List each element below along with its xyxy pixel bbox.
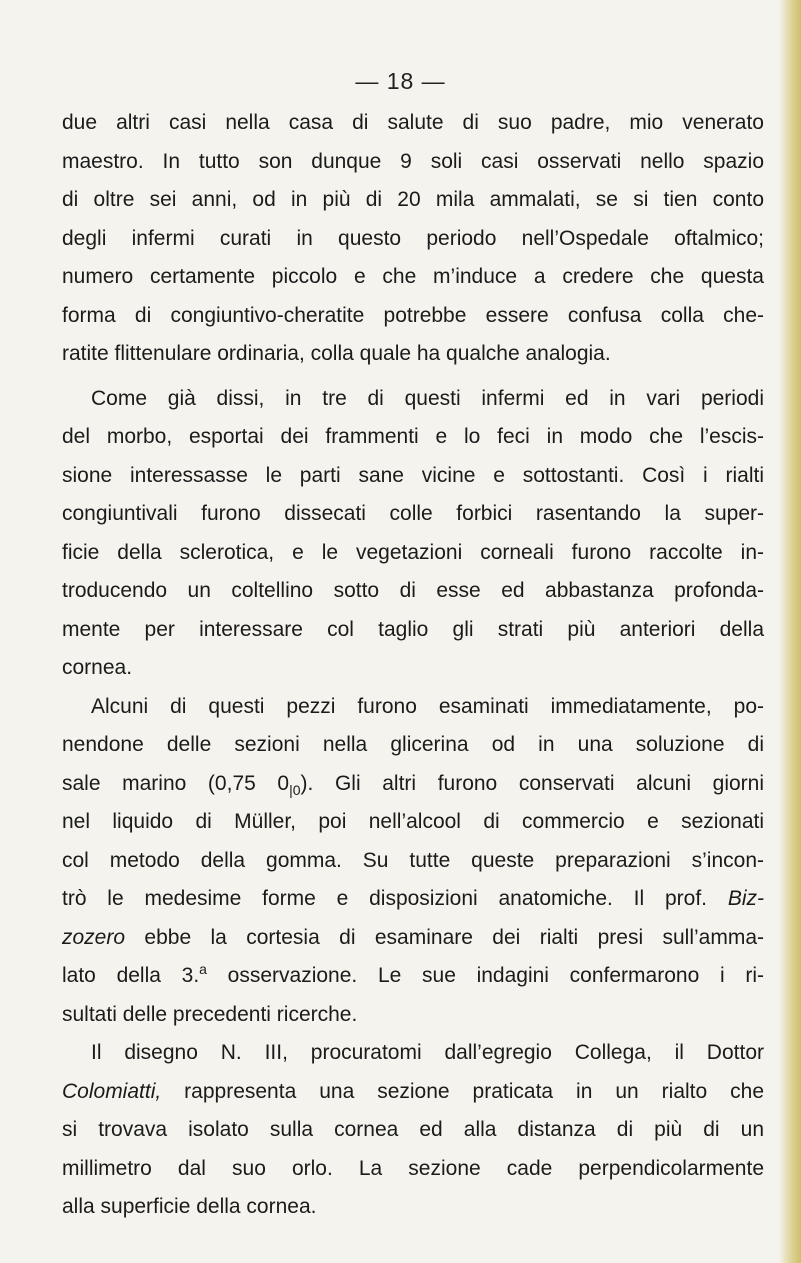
text-line: mente per interessare col taglio gli strati più anteriori della xyxy=(62,617,764,641)
text-fragment: sale marino (0,75 0 xyxy=(62,771,290,795)
body-text xyxy=(62,104,764,1227)
text-line: alla superficie della cornea. xyxy=(62,1195,317,1218)
text-fragment: trò le medesime forme e disposizioni anatomiche. Il prof. xyxy=(62,887,707,910)
text-line xyxy=(62,957,764,996)
text-line xyxy=(62,880,764,919)
text-line: di oltre sei anni, od in più di 20 mila ammalati, se si tien conto xyxy=(62,188,764,211)
page-edge-shading xyxy=(779,0,801,1263)
text-line: maestro. In tutto son dunque 9 soli casi osservati nello spazio xyxy=(62,149,764,173)
text-line: troducendo un coltellino sotto di esse ed abbastanza profonda- xyxy=(62,579,764,602)
text-line: Come già dissi, in tre di questi infermi ed in vari periodi xyxy=(91,386,764,410)
text-fragment: rappresenta una sezione praticata in un rialto che xyxy=(184,1079,764,1103)
text-line: Il disegno N. III, procuratomi dall’egregio Collega, il Dottor xyxy=(91,1041,764,1064)
text-line: numero certamente piccolo e che m’induce a credere che questa xyxy=(62,265,764,288)
text-line: millimetro dal suo orlo. La sezione cade perpendicolarmente xyxy=(62,1156,764,1180)
text-line: degli infermi curati in questo periodo nell’Ospedale oftalmico; xyxy=(62,226,764,250)
text-line: nendone delle sezioni nella glicerina od in una soluzione di xyxy=(62,733,764,756)
ordinal-superscript: a xyxy=(199,961,207,977)
text-line xyxy=(62,919,764,958)
text-line: sultati delle precedenti ricerche. xyxy=(62,1002,358,1026)
text-line: ficie della sclerotica, e le vegetazioni corneali furono raccolte in- xyxy=(62,540,764,564)
text-line: congiuntivali furono dissecati colle forbici rasentando la super- xyxy=(62,502,764,525)
text-line: col metodo della gomma. Su tutte queste preparazioni s’incon- xyxy=(62,848,764,872)
text-line: sione interessasse le parti sane vicine e sottostanti. Così i rialti xyxy=(62,463,764,487)
text-line: forma di congiuntivo-cheratite potrebbe essere confusa colla che- xyxy=(62,303,764,327)
text-line: del morbo, esportai dei frammenti e lo feci in modo che l’escis- xyxy=(62,425,764,448)
text-fragment: osservazione. Le sue indagini confermarono i ri- xyxy=(227,964,764,987)
text-line xyxy=(62,1073,764,1112)
text-line xyxy=(62,765,764,804)
text-line: nel liquido di Müller, poi nell’alcool di commercio e sezionati xyxy=(62,810,764,833)
text-fragment: ). Gli altri furono conservati alcuni giorni xyxy=(300,771,764,795)
text-fragment: ebbe la cortesia di esaminare dei rialti presi sull’amma- xyxy=(144,925,765,949)
text-line: ratite flittenulare ordinaria, colla quale ha qualche analogia. xyxy=(62,342,611,365)
text-line: due altri casi nella casa di salute di suo padre, mio venerato xyxy=(62,111,764,134)
text-fragment: lato della 3. xyxy=(62,964,200,987)
author-name-italic: Biz- xyxy=(727,887,764,910)
text-line: si trovava isolato sulla cornea ed alla distanza di più di un xyxy=(62,1118,764,1141)
percent-subscript: |0 xyxy=(289,781,301,798)
text-line: cornea. xyxy=(62,656,133,679)
author-name-italic: Colomiatti, xyxy=(62,1079,162,1103)
text-line: Alcuni di questi pezzi furono esaminati immediatamente, po- xyxy=(91,694,764,718)
page-number: — 18 — xyxy=(355,68,446,94)
author-name-italic: zozero xyxy=(62,925,126,949)
